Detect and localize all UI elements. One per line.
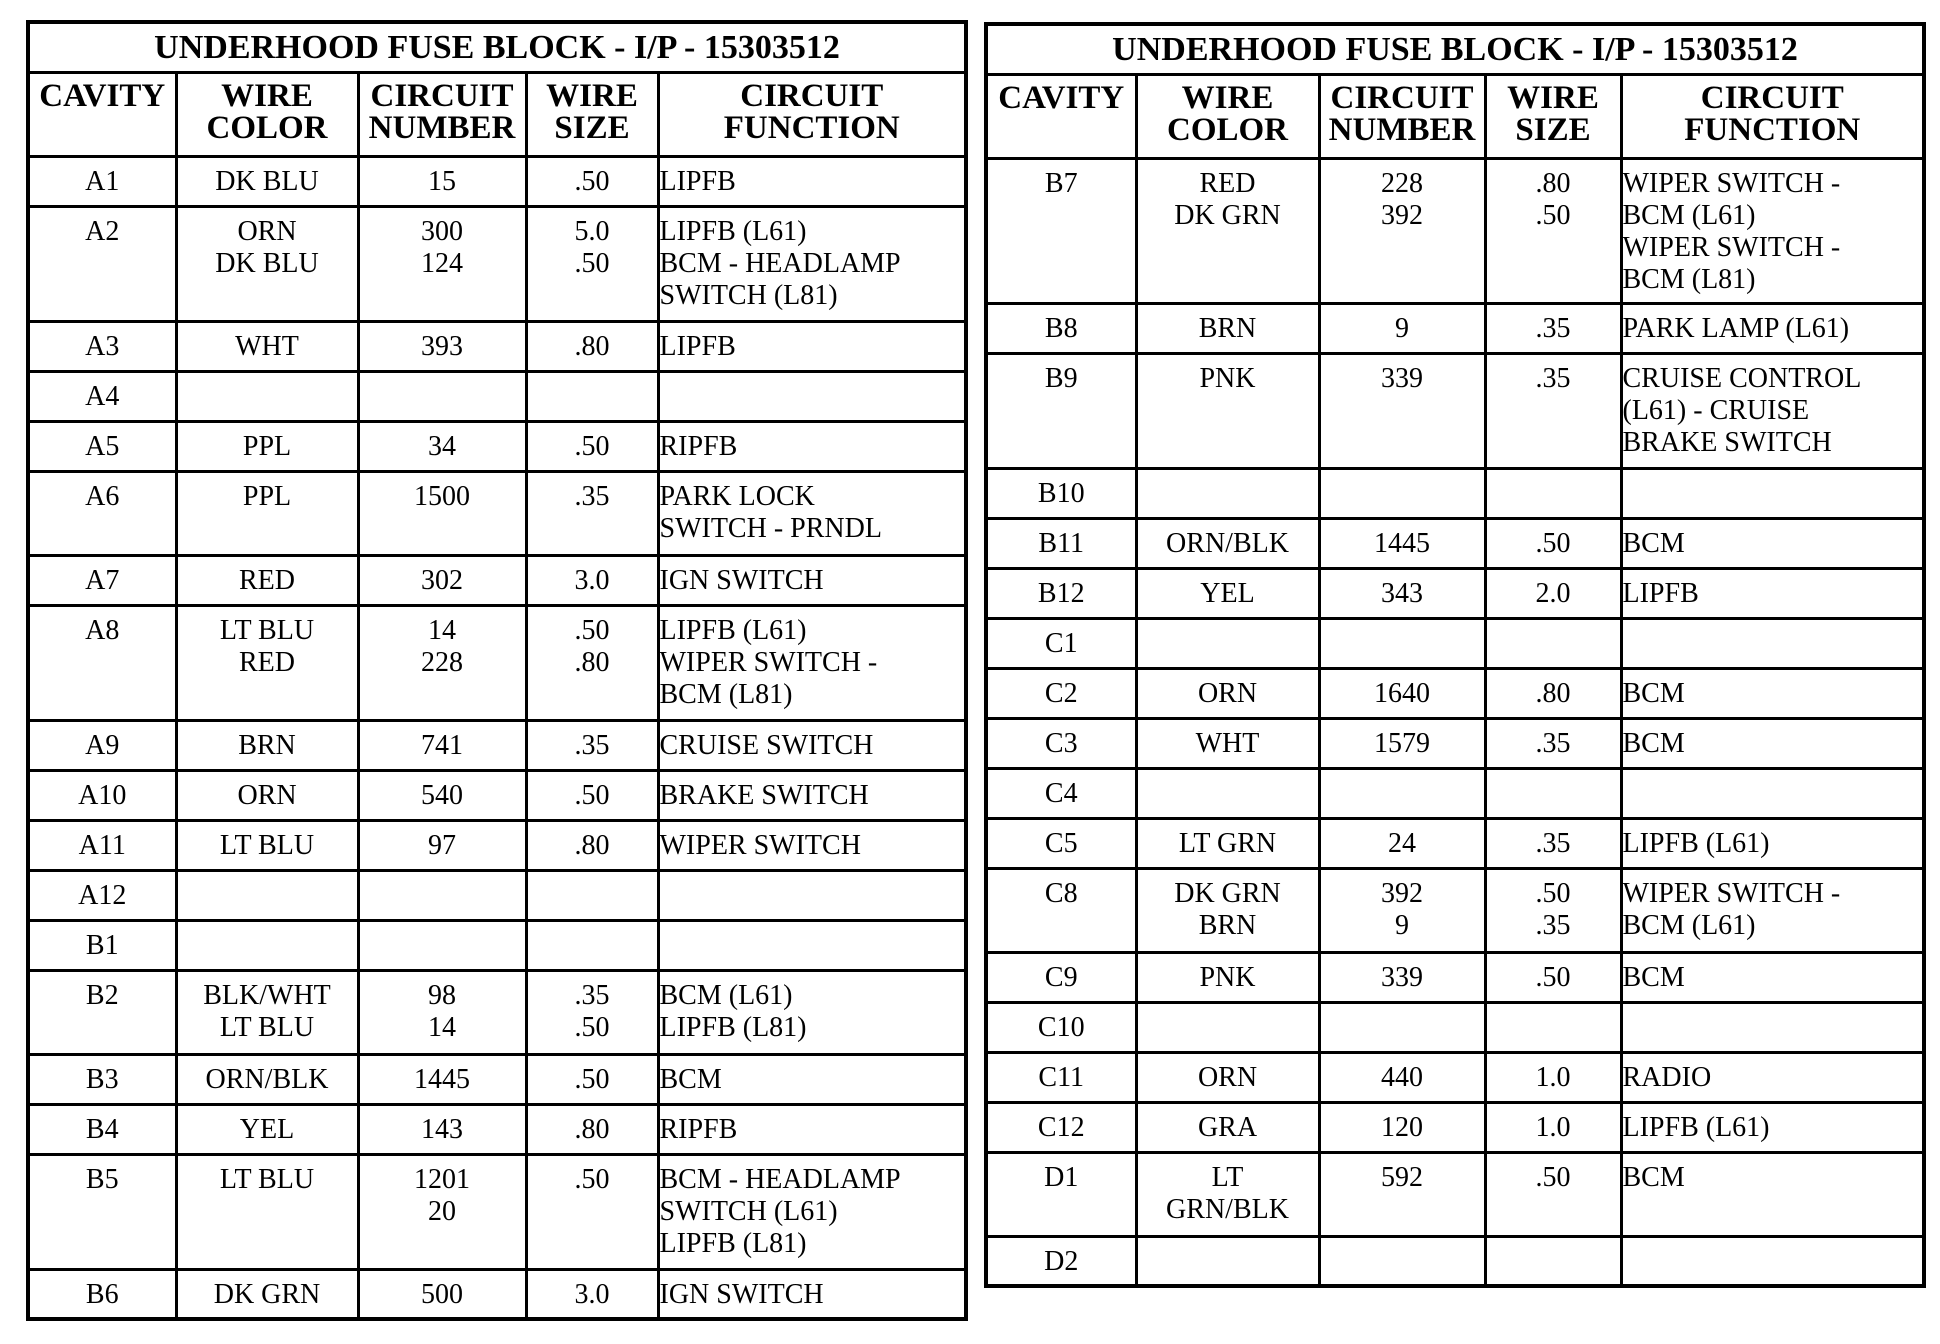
cavity-cell: A11 xyxy=(28,820,176,870)
circuit-number-cell: 440 xyxy=(1319,1052,1485,1102)
cavity-cell: C2 xyxy=(986,668,1136,718)
wire-color-cell: ORN xyxy=(1136,668,1319,718)
header-row xyxy=(986,74,1924,158)
cavity-cell: C9 xyxy=(986,952,1136,1002)
header-circuit-number: CIRCUIT NUMBER xyxy=(358,72,526,156)
table-row xyxy=(986,868,1924,952)
circuit-number-cell xyxy=(358,870,526,920)
cavity-cell: A9 xyxy=(28,720,176,770)
wire-color-cell: LT BLU xyxy=(176,820,358,870)
table-row xyxy=(986,1102,1924,1152)
circuit-number-cell: 302 xyxy=(358,555,526,605)
circuit-number-cell xyxy=(358,371,526,421)
table-row xyxy=(986,1236,1924,1286)
cavity-cell: B5 xyxy=(28,1154,176,1269)
circuit-number-cell: 228 392 xyxy=(1319,158,1485,303)
table-row xyxy=(28,1054,966,1104)
table-row xyxy=(986,1052,1924,1102)
wire-color-cell: WHT xyxy=(1136,718,1319,768)
wire-size-cell xyxy=(1485,1236,1621,1286)
circuit-function-cell xyxy=(1621,1002,1924,1052)
table-row xyxy=(28,371,966,421)
circuit-number-cell: 1445 xyxy=(1319,518,1485,568)
cavity-cell: B9 xyxy=(986,353,1136,468)
cavity-cell: C10 xyxy=(986,1002,1136,1052)
circuit-function-cell: BCM xyxy=(658,1054,966,1104)
table-row xyxy=(28,770,966,820)
wire-size-cell xyxy=(1485,1002,1621,1052)
table-row xyxy=(28,605,966,720)
circuit-number-cell xyxy=(1319,618,1485,668)
wire-color-cell: RED DK GRN xyxy=(1136,158,1319,303)
table-row xyxy=(986,1002,1924,1052)
wire-size-cell: .35 xyxy=(1485,818,1621,868)
wire-size-cell: .50 xyxy=(526,770,658,820)
circuit-number-cell: 392 9 xyxy=(1319,868,1485,952)
circuit-function-cell: BCM xyxy=(1621,952,1924,1002)
circuit-function-cell xyxy=(658,870,966,920)
wire-size-cell: .35 xyxy=(526,471,658,555)
wire-size-cell: .35 xyxy=(526,720,658,770)
cavity-cell: A6 xyxy=(28,471,176,555)
circuit-number-cell: 15 xyxy=(358,156,526,206)
cavity-cell: C4 xyxy=(986,768,1136,818)
table-row xyxy=(986,158,1924,303)
circuit-number-cell: 339 xyxy=(1319,353,1485,468)
wire-size-cell: 1.0 xyxy=(1485,1052,1621,1102)
wire-size-cell xyxy=(526,870,658,920)
table-row xyxy=(986,618,1924,668)
circuit-number-cell: 24 xyxy=(1319,818,1485,868)
wire-size-cell: 3.0 xyxy=(526,555,658,605)
cavity-cell: B8 xyxy=(986,303,1136,353)
cavity-cell: A8 xyxy=(28,605,176,720)
wire-size-cell: .80 .50 xyxy=(1485,158,1621,303)
circuit-number-cell: 1500 xyxy=(358,471,526,555)
header-row xyxy=(28,72,966,156)
cavity-cell: D2 xyxy=(986,1236,1136,1286)
wire-size-cell xyxy=(1485,468,1621,518)
circuit-number-cell: 500 xyxy=(358,1269,526,1319)
cavity-cell: A2 xyxy=(28,206,176,321)
circuit-number-cell xyxy=(1319,1002,1485,1052)
wire-size-cell: .50 xyxy=(1485,1152,1621,1236)
wire-size-cell: .50 xyxy=(1485,952,1621,1002)
wire-color-cell: LT GRN xyxy=(1136,818,1319,868)
circuit-function-cell: BCM (L61) LIPFB (L81) xyxy=(658,970,966,1054)
wire-color-cell xyxy=(1136,1002,1319,1052)
cavity-cell: B2 xyxy=(28,970,176,1054)
wire-color-cell: LT GRN/BLK xyxy=(1136,1152,1319,1236)
wire-color-cell: BRN xyxy=(1136,303,1319,353)
wire-color-cell: RED xyxy=(176,555,358,605)
wire-color-cell: ORN xyxy=(1136,1052,1319,1102)
wire-size-cell: .50 xyxy=(526,421,658,471)
wire-size-cell: 2.0 xyxy=(1485,568,1621,618)
wire-size-cell xyxy=(526,920,658,970)
cavity-cell: C12 xyxy=(986,1102,1136,1152)
circuit-number-cell: 143 xyxy=(358,1104,526,1154)
circuit-function-cell: BCM xyxy=(1621,668,1924,718)
wire-size-cell: .80 xyxy=(526,321,658,371)
circuit-number-cell xyxy=(1319,768,1485,818)
cavity-cell: B6 xyxy=(28,1269,176,1319)
wire-color-cell xyxy=(176,870,358,920)
wire-color-cell: LT BLU xyxy=(176,1154,358,1269)
circuit-number-cell: 34 xyxy=(358,421,526,471)
wire-color-cell: ORN xyxy=(176,770,358,820)
wire-size-cell: 3.0 xyxy=(526,1269,658,1319)
table-row xyxy=(986,668,1924,718)
circuit-function-cell: WIPER SWITCH - BCM (L61) WIPER SWITCH - BCM (L81) xyxy=(1621,158,1924,303)
wire-color-cell xyxy=(176,920,358,970)
wire-color-cell: WHT xyxy=(176,321,358,371)
wire-size-cell xyxy=(526,371,658,421)
wire-color-cell: ORN/BLK xyxy=(176,1054,358,1104)
table-row xyxy=(28,321,966,371)
wire-color-cell xyxy=(1136,468,1319,518)
cavity-cell: C8 xyxy=(986,868,1136,952)
wire-color-cell: GRA xyxy=(1136,1102,1319,1152)
circuit-function-cell: RIPFB xyxy=(658,1104,966,1154)
circuit-function-cell: BRAKE SWITCH xyxy=(658,770,966,820)
header-circuit-number: CIRCUIT NUMBER xyxy=(1319,74,1485,158)
wire-color-cell xyxy=(1136,768,1319,818)
circuit-number-cell: 741 xyxy=(358,720,526,770)
wire-color-cell: PPL xyxy=(176,421,358,471)
table-row xyxy=(28,920,966,970)
circuit-number-cell xyxy=(1319,1236,1485,1286)
table-row xyxy=(28,720,966,770)
header-cavity: CAVITY xyxy=(986,74,1136,158)
table-row xyxy=(986,518,1924,568)
table-row xyxy=(28,1104,966,1154)
fuse-table-right xyxy=(984,22,1926,1288)
fuse-table-left xyxy=(26,20,968,1321)
header-wire-color: WIRE COLOR xyxy=(176,72,358,156)
wire-color-cell: PNK xyxy=(1136,952,1319,1002)
wire-color-cell: DK GRN BRN xyxy=(1136,868,1319,952)
circuit-function-cell: LIPFB xyxy=(1621,568,1924,618)
header-cavity: CAVITY xyxy=(28,72,176,156)
cavity-cell: C5 xyxy=(986,818,1136,868)
wire-color-cell: BRN xyxy=(176,720,358,770)
cavity-cell: B11 xyxy=(986,518,1136,568)
wire-size-cell: .35 xyxy=(1485,303,1621,353)
wire-color-cell: DK GRN xyxy=(176,1269,358,1319)
wire-size-cell: .35 xyxy=(1485,718,1621,768)
circuit-number-cell: 343 xyxy=(1319,568,1485,618)
circuit-number-cell: 9 xyxy=(1319,303,1485,353)
circuit-number-cell: 120 xyxy=(1319,1102,1485,1152)
cavity-cell: A5 xyxy=(28,421,176,471)
wire-color-cell xyxy=(176,371,358,421)
table-row xyxy=(986,768,1924,818)
wire-color-cell xyxy=(1136,1236,1319,1286)
table-row xyxy=(986,818,1924,868)
wire-size-cell: .50 .80 xyxy=(526,605,658,720)
table-row xyxy=(28,870,966,920)
wire-size-cell: .35 .50 xyxy=(526,970,658,1054)
circuit-number-cell: 300 124 xyxy=(358,206,526,321)
table-row xyxy=(28,1269,966,1319)
cavity-cell: B12 xyxy=(986,568,1136,618)
wire-size-cell xyxy=(1485,768,1621,818)
wire-size-cell: .80 xyxy=(1485,668,1621,718)
table-row xyxy=(986,353,1924,468)
circuit-function-cell: PARK LOCK SWITCH - PRNDL xyxy=(658,471,966,555)
header-wire-color: WIRE COLOR xyxy=(1136,74,1319,158)
circuit-function-cell: WIPER SWITCH - BCM (L61) xyxy=(1621,868,1924,952)
wire-size-cell: .80 xyxy=(526,1104,658,1154)
cavity-cell: A1 xyxy=(28,156,176,206)
cavity-cell: B4 xyxy=(28,1104,176,1154)
table-row xyxy=(28,471,966,555)
wire-size-cell: 5.0 .50 xyxy=(526,206,658,321)
cavity-cell: B7 xyxy=(986,158,1136,303)
circuit-function-cell: BCM xyxy=(1621,518,1924,568)
wire-color-cell: ORN DK BLU xyxy=(176,206,358,321)
wire-size-cell: .50 xyxy=(526,1054,658,1104)
wire-size-cell xyxy=(1485,618,1621,668)
circuit-function-cell xyxy=(658,371,966,421)
circuit-number-cell: 339 xyxy=(1319,952,1485,1002)
circuit-function-cell: LIPFB xyxy=(658,156,966,206)
circuit-function-cell: LIPFB (L61) xyxy=(1621,818,1924,868)
wire-color-cell: DK BLU xyxy=(176,156,358,206)
cavity-cell: A3 xyxy=(28,321,176,371)
circuit-number-cell: 540 xyxy=(358,770,526,820)
wire-color-cell xyxy=(1136,618,1319,668)
circuit-function-cell: LIPFB (L61) WIPER SWITCH - BCM (L81) xyxy=(658,605,966,720)
wire-color-cell: ORN/BLK xyxy=(1136,518,1319,568)
circuit-function-cell xyxy=(658,920,966,970)
header-circuit-function: CIRCUIT FUNCTION xyxy=(1621,74,1924,158)
wire-size-cell: .35 xyxy=(1485,353,1621,468)
wire-color-cell: YEL xyxy=(1136,568,1319,618)
table-title: UNDERHOOD FUSE BLOCK - I/P - 15303512 xyxy=(28,22,966,72)
table-row xyxy=(28,970,966,1054)
wire-size-cell: .50 xyxy=(526,156,658,206)
table-row xyxy=(986,303,1924,353)
wire-size-cell: .80 xyxy=(526,820,658,870)
cavity-cell: B10 xyxy=(986,468,1136,518)
wire-color-cell: PNK xyxy=(1136,353,1319,468)
cavity-cell: A10 xyxy=(28,770,176,820)
circuit-number-cell: 14 228 xyxy=(358,605,526,720)
circuit-function-cell: BCM - HEADLAMP SWITCH (L61) LIPFB (L81) xyxy=(658,1154,966,1269)
circuit-number-cell xyxy=(1319,468,1485,518)
header-wire-size: WIRE SIZE xyxy=(526,72,658,156)
table-row xyxy=(986,568,1924,618)
circuit-function-cell xyxy=(1621,468,1924,518)
circuit-function-cell: LIPFB (L61) BCM - HEADLAMP SWITCH (L81) xyxy=(658,206,966,321)
circuit-number-cell: 97 xyxy=(358,820,526,870)
table-row xyxy=(28,156,966,206)
circuit-number-cell xyxy=(358,920,526,970)
circuit-function-cell: LIPFB (L61) xyxy=(1621,1102,1924,1152)
circuit-number-cell: 1201 20 xyxy=(358,1154,526,1269)
table-row xyxy=(986,1152,1924,1236)
table-row xyxy=(986,718,1924,768)
circuit-function-cell: RIPFB xyxy=(658,421,966,471)
wire-color-cell: BLK/WHT LT BLU xyxy=(176,970,358,1054)
table-row xyxy=(28,820,966,870)
circuit-number-cell: 1445 xyxy=(358,1054,526,1104)
circuit-function-cell: CRUISE SWITCH xyxy=(658,720,966,770)
table-row xyxy=(28,206,966,321)
circuit-function-cell: IGN SWITCH xyxy=(658,1269,966,1319)
header-wire-size: WIRE SIZE xyxy=(1485,74,1621,158)
wire-size-cell: .50 .35 xyxy=(1485,868,1621,952)
cavity-cell: B1 xyxy=(28,920,176,970)
circuit-function-cell xyxy=(1621,618,1924,668)
circuit-number-cell: 98 14 xyxy=(358,970,526,1054)
cavity-cell: C1 xyxy=(986,618,1136,668)
circuit-function-cell xyxy=(1621,1236,1924,1286)
cavity-cell: A4 xyxy=(28,371,176,421)
wire-color-cell: LT BLU RED xyxy=(176,605,358,720)
circuit-function-cell: WIPER SWITCH xyxy=(658,820,966,870)
cavity-cell: C3 xyxy=(986,718,1136,768)
table-row xyxy=(986,468,1924,518)
header-circuit-function: CIRCUIT FUNCTION xyxy=(658,72,966,156)
circuit-function-cell: PARK LAMP (L61) xyxy=(1621,303,1924,353)
circuit-function-cell: RADIO xyxy=(1621,1052,1924,1102)
cavity-cell: C11 xyxy=(986,1052,1136,1102)
table-row xyxy=(28,421,966,471)
wire-color-cell: YEL xyxy=(176,1104,358,1154)
table-row xyxy=(28,555,966,605)
table-title: UNDERHOOD FUSE BLOCK - I/P - 15303512 xyxy=(986,24,1924,74)
cavity-cell: B3 xyxy=(28,1054,176,1104)
table-row xyxy=(28,1154,966,1269)
circuit-function-cell: IGN SWITCH xyxy=(658,555,966,605)
circuit-function-cell: BCM xyxy=(1621,718,1924,768)
cavity-cell: A12 xyxy=(28,870,176,920)
circuit-number-cell: 592 xyxy=(1319,1152,1485,1236)
wire-size-cell: .50 xyxy=(526,1154,658,1269)
circuit-number-cell: 1579 xyxy=(1319,718,1485,768)
cavity-cell: D1 xyxy=(986,1152,1136,1236)
circuit-function-cell: LIPFB xyxy=(658,321,966,371)
cavity-cell: A7 xyxy=(28,555,176,605)
circuit-function-cell xyxy=(1621,768,1924,818)
wire-color-cell: PPL xyxy=(176,471,358,555)
circuit-function-cell: CRUISE CONTROL (L61) - CRUISE BRAKE SWITCH xyxy=(1621,353,1924,468)
circuit-function-cell: BCM xyxy=(1621,1152,1924,1236)
table-row xyxy=(986,952,1924,1002)
wire-size-cell: .50 xyxy=(1485,518,1621,568)
circuit-number-cell: 393 xyxy=(358,321,526,371)
circuit-number-cell: 1640 xyxy=(1319,668,1485,718)
wire-size-cell: 1.0 xyxy=(1485,1102,1621,1152)
